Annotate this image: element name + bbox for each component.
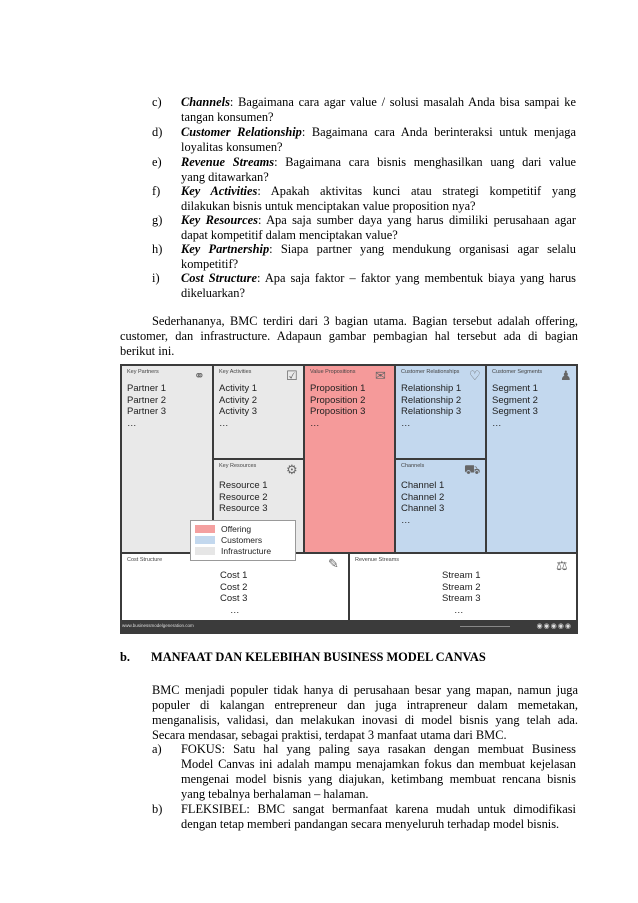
cell-item: Partner 3: [127, 406, 167, 417]
list-text-cont: dikeluarkan?: [181, 286, 245, 300]
cell-customer-segments: [487, 366, 576, 552]
list-term: Customer Relationship: [181, 125, 302, 139]
cell-item: Channel 2: [401, 491, 445, 503]
benefit-item-focus: [152, 742, 578, 802]
cell-item: Cost 1: [220, 570, 248, 581]
cell-item: Relationship 1: [401, 383, 462, 394]
cell-customer-relationships: [396, 366, 485, 458]
cell-item: Resource 1: [219, 480, 268, 491]
heart-icon: ♡: [469, 368, 481, 383]
legend: [190, 520, 296, 561]
list-marker: a): [152, 742, 162, 756]
worker-icon: ⚙: [286, 462, 298, 477]
grid-divider: [214, 458, 303, 460]
benefit-item-flexible: [152, 802, 578, 832]
list-item-revenue-streams: [152, 155, 578, 185]
intro-paragraph: [120, 314, 578, 359]
para-line: berikut ini.: [120, 344, 175, 358]
gift-icon: ✉: [375, 368, 386, 383]
legend-label: Infrastructure: [221, 546, 272, 556]
cell-item: Channel 3: [401, 503, 445, 514]
cell-item: Proposition 3: [310, 406, 366, 417]
cell-item: …: [219, 417, 229, 429]
cell-item: Channel 1: [401, 480, 445, 491]
truck-icon: ⛟: [464, 462, 481, 477]
cell-item: Partner 1: [127, 383, 167, 394]
cell-item: Stream 1: [442, 570, 481, 581]
grid-divider: [303, 366, 305, 552]
cell-header: Value Propositions: [310, 369, 356, 375]
list-text: : Apakah aktivitas kunci atau strategi kompetitif yang: [257, 184, 576, 198]
cell-item: Proposition 1: [310, 383, 366, 394]
list-term: Key Activities: [181, 184, 258, 198]
cell-header: Key Activities: [219, 369, 252, 375]
list-marker: e): [152, 155, 162, 169]
legend-label: Offering: [221, 524, 252, 534]
cell-item: Relationship 2: [401, 394, 462, 406]
list-text-cont: dilakukan bisnis untuk menciptakan value proposition nya?: [181, 199, 476, 213]
cell-item: …: [454, 604, 464, 616]
cell-item: …: [127, 417, 137, 429]
list-text-cont: tangan konsumen?: [181, 110, 274, 124]
list-marker: g): [152, 213, 163, 227]
person-icon: ♟: [560, 368, 572, 383]
cell-header: Key Partners: [127, 369, 159, 375]
grid-divider: [396, 458, 485, 460]
list-item-channels: [152, 95, 578, 125]
cell-item: Partner 2: [127, 394, 167, 406]
cell-header: Customer Relationships: [401, 369, 460, 375]
cell-item: Cost 2: [220, 581, 248, 593]
list-term: Cost Structure: [181, 271, 257, 285]
cell-item: Stream 2: [442, 581, 481, 593]
cell-header: Cost Structure: [127, 557, 163, 563]
cell-item: Relationship 3: [401, 406, 462, 417]
list-term: Revenue Streams: [181, 155, 275, 169]
legend-swatch: [195, 547, 215, 555]
checklist-icon: ☑: [286, 368, 298, 383]
cell-item: Segment 1: [492, 383, 538, 394]
business-model-canvas-figure: [120, 364, 578, 634]
cell-item: …: [401, 514, 411, 526]
list-item-cost-structure: [152, 271, 578, 301]
list-marker: b): [152, 802, 163, 816]
para-line: customer, dan infrastructure. Adapaun gambar pembagian hal tersebut ada di bagian: [120, 329, 578, 343]
section-marker: b.: [120, 650, 130, 664]
legend-swatch: [195, 536, 215, 544]
para-line: BMC menjadi populer tidak hanya di perusahaan besar yang mapan, namun juga: [152, 683, 578, 697]
figure-source-url: www.businessmodelgeneration.com: [122, 623, 194, 628]
benefit-line: FOKUS: Satu hal yang paling saya rasakan dengan membuat Business: [181, 742, 576, 756]
cell-item: Proposition 2: [310, 394, 366, 406]
cell-value-propositions: [305, 366, 394, 552]
list-text-cont: yang ditawarkan?: [181, 170, 269, 184]
cell-item: Activity 1: [219, 383, 258, 394]
cell-header: Revenue Streams: [355, 557, 400, 563]
cell-item: …: [401, 417, 411, 429]
benefit-line: FLEKSIBEL: BMC sangat bermanfaat karena mudah untuk dimodifikasi: [181, 802, 576, 816]
list-text: : Apa saja faktor – faktor yang membentuk biaya yang harus: [257, 271, 576, 285]
cell-revenue-streams: [350, 554, 576, 620]
license-icons: ◉◉◉◉◉: [536, 623, 572, 630]
grid-divider: [485, 366, 487, 552]
cell-item: Segment 2: [492, 394, 538, 406]
list-text: : Siapa partner yang mendukung organisasi agar selalu: [269, 242, 576, 256]
para-line: populer di kalangan entrepreneur dan juga intrapreneur dalam memetakan,: [152, 698, 578, 712]
section-title: MANFAAT DAN KELEBIHAN BUSINESS MODEL CANVAS: [151, 650, 486, 664]
list-item-key-resources: [152, 213, 578, 243]
cell-item: Resource 2: [219, 491, 268, 503]
list-term: Key Partnership: [181, 242, 270, 256]
benefit-line: dengan tetap memberi pandangan secara menyeluruh terhadap model bisnis.: [181, 817, 560, 831]
canvas-grid: [122, 366, 576, 620]
list-text-cont: loyalitas konsumen?: [181, 140, 283, 154]
list-text: : Bagaimana cara bisnis menghasilkan uang dari value: [274, 155, 577, 169]
cell-key-activities: [214, 366, 303, 458]
list-marker: i): [152, 271, 160, 285]
cell-item: …: [310, 417, 320, 429]
para-line: Secara mendasar, sebagai praktisi, terdapat 3 manfaat utama dari BMC.: [152, 728, 507, 742]
body-paragraph: [152, 683, 578, 743]
link-icon: ⚭: [194, 368, 205, 383]
footer-rule: [460, 626, 510, 627]
list-item-customer-relationship: [152, 125, 578, 155]
list-marker: c): [152, 95, 162, 109]
cell-item: Stream 3: [442, 593, 481, 604]
cell-header: Key Resources: [219, 463, 257, 469]
benefit-line: yang tebalnya berhalaman – halaman.: [181, 787, 369, 801]
list-text: : Bagaimana cara Anda berinteraksi untuk menjaga: [301, 125, 576, 139]
price-tag-icon: ✎: [328, 556, 339, 571]
list-item-key-activities: [152, 184, 578, 214]
benefit-line: Model Canvas ini adalah mampu menajamkan fokus dan membuat kejelasan: [181, 757, 576, 771]
cell-item: Activity 3: [219, 406, 258, 417]
cell-item: Resource 3: [219, 503, 268, 514]
list-text: : Bagaimana cara agar value / solusi masalah Anda bisa sampai ke: [229, 95, 576, 109]
list-marker: h): [152, 242, 163, 256]
legend-label: Customers: [221, 535, 263, 545]
list-marker: f): [152, 184, 161, 198]
cell-cost-structure: [122, 554, 348, 620]
list-text: : Apa saja sumber daya yang harus dimiliki perusahaan agar: [257, 213, 576, 227]
list-item-key-partnership: [152, 242, 578, 272]
money-bag-icon: ⚖: [556, 558, 568, 573]
legend-swatch: [195, 525, 215, 533]
list-term: Key Resources: [181, 213, 258, 227]
list-marker: d): [152, 125, 163, 139]
list-term: Channels: [181, 95, 230, 109]
cell-header: Customer Segments: [492, 369, 543, 375]
para-line: Sederhananya, BMC terdiri dari 3 bagian utama. Bagian tersebut adalah offering,: [152, 314, 578, 328]
benefit-line: mengenai model bisnis yang diajukan, ketimbang membuat rencana bisnis: [181, 772, 576, 786]
cell-item: Activity 2: [219, 394, 258, 406]
cell-header: Channels: [401, 463, 425, 469]
cell-item: Cost 3: [220, 593, 248, 604]
cell-item: Segment 3: [492, 406, 538, 417]
para-line: menganalisis, validasi, dan melakukan inovasi di model bisnis yang telah ada.: [152, 713, 578, 727]
list-text-cont: kompetitif?: [181, 257, 239, 271]
cell-item: …: [230, 604, 240, 616]
cell-channels: [396, 460, 485, 552]
list-text-cont: dapat kompetitif dalam menciptakan value?: [181, 228, 398, 242]
cell-item: …: [492, 417, 502, 429]
grid-divider: [348, 554, 350, 620]
